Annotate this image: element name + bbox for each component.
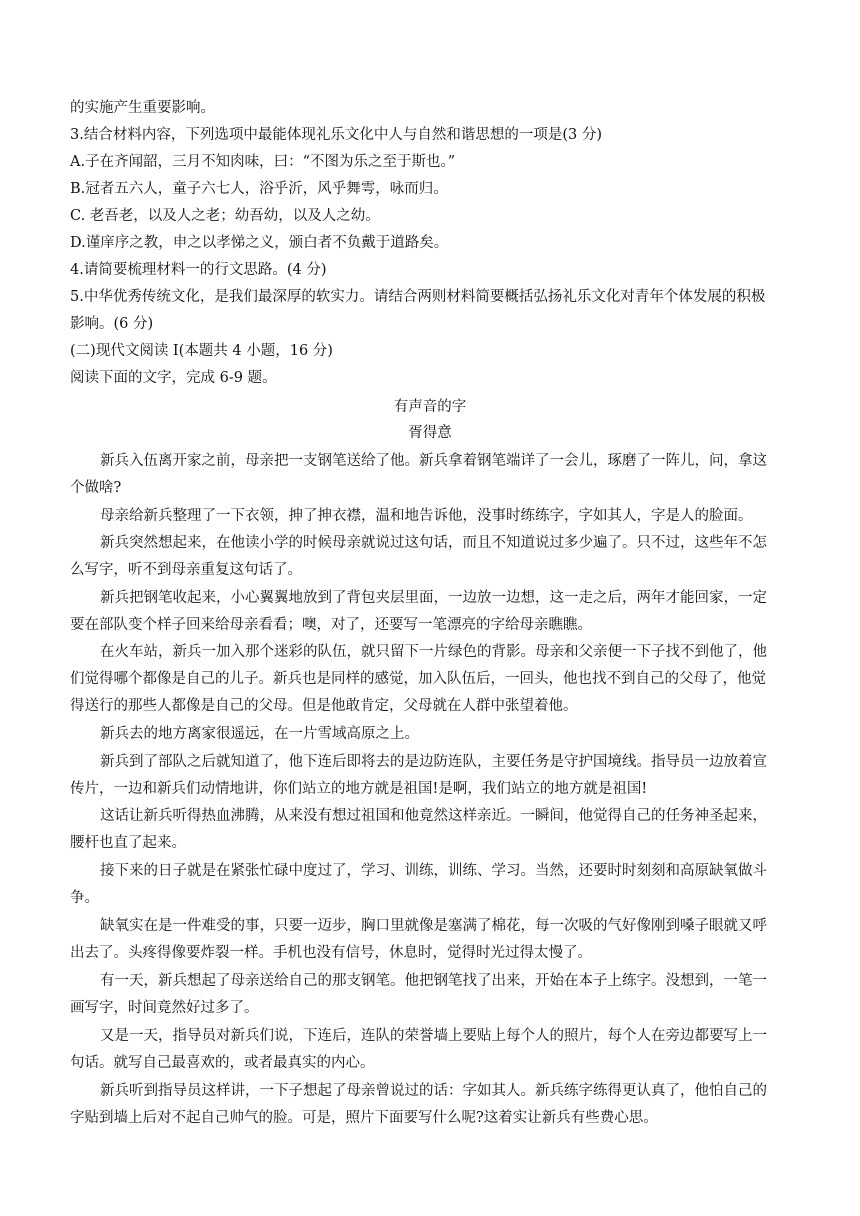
question-3-option-a: A.子在齐闻韶，三月不知肉味，曰：“不图为乐之至于斯也。” xyxy=(70,154,456,170)
story-line: 句话。就写自己最喜欢的，或者最真实的内心。 xyxy=(70,1055,375,1071)
continuation-text: 的实施产生重要影响。 xyxy=(70,100,215,116)
question-3-option-c: C. 老吾老，以及人之老；幼吾幼，以及人之幼。 xyxy=(70,208,380,224)
story-title: 有声音的字 xyxy=(393,399,467,415)
story-line: 要在部队变个样子回来给母亲看看；噢，对了，还要写一笔漂亮的字给母亲瞧瞧。 xyxy=(70,617,592,633)
story-line: 缺氧实在是一件难受的事，只要一迈步，胸口里就像是塞满了棉花，每一次吸的气好像刚到嗓子眼就又呼 xyxy=(100,918,767,934)
story-line: 画写字，时间竟然好过多了。 xyxy=(70,1000,259,1016)
story-line: 字贴到墙上后对不起自己帅气的脸。可是，照片下面要写什么呢?这着实让新兵有些费心思。 xyxy=(70,1110,658,1126)
story-line: 们觉得哪个都像是自己的儿子。新兵也是同样的感觉，加入队伍后，一回头，他也找不到自己的父母了，他觉 xyxy=(70,671,766,687)
question-5-line-2: 影响。(6 分) xyxy=(70,316,154,332)
story-line: 传片，一边和新兵们动情地讲，你们站立的地方就是祖国!是啊，我们站立的地方就是祖国! xyxy=(70,781,648,797)
story-line: 新兵听到指导员这样讲，一下子想起了母亲曾说过的话：字如其人。新兵练字练得更认真了，他怕自己的 xyxy=(100,1083,767,1099)
story-line: 又是一天，指导员对新兵们说，下连后，连队的荣誉墙上要贴上每个人的照片，每个人在旁边都要写上一 xyxy=(100,1028,767,1044)
story-line: 争。 xyxy=(70,890,99,906)
story-line: 得送行的那些人都像是自己的父母。但是他敢肯定，父母就在人群中张望着他。 xyxy=(70,698,578,714)
story-line: 新兵把钢笔收起来，小心翼翼地放到了背包夹层里面，一边放一边想，这一走之后，两年才能回家，一定 xyxy=(100,590,767,606)
story-line: 么写字，听不到母亲重复这句话了。 xyxy=(70,562,302,578)
story-line: 出去了。头疼得像要炸裂一样。手机也没有信号，休息时，觉得时光过得太慢了。 xyxy=(70,945,592,961)
reading-instruction: 阅读下面的文字，完成 6-9 题。 xyxy=(70,370,277,386)
story-line: 新兵到了部队之后就知道了，他下连后即将去的是边防连队，主要任务是守护国境线。指导员一边放着宣 xyxy=(100,754,767,770)
story-line: 这话让新兵听得热血沸腾，从来没有想过祖国和他竟然这样亲近。一瞬间，他觉得自己的任务神圣起来， xyxy=(100,808,767,824)
question-3-option-b: B.冠者五六人，童子六七人，浴乎沂，风乎舞雩，咏而归。 xyxy=(70,181,448,197)
story-line: 接下来的日子就是在紧张忙碌中度过了，学习、训练，训练、学习。当然，还要时时刻刻和高原缺氧做斗 xyxy=(100,863,767,879)
story-line: 新兵入伍离开家之前，母亲把一支钢笔送给了他。新兵拿着钢笔端详了一会儿，琢磨了一阵儿，问，拿这 xyxy=(100,453,767,469)
story-line: 在火车站，新兵一加入那个迷彩的队伍，就只留下一片绿色的背影。母亲和父亲便一下子找不到他了，他 xyxy=(100,644,767,660)
question-3-option-d: D.谨庠序之教，申之以孝悌之义，颁白者不负戴于道路矣。 xyxy=(70,235,449,251)
story-line: 母亲给新兵整理了一下衣领，抻了抻衣襟，温和地告诉他，没事时练练字，字如其人，字是人的脸面。 xyxy=(100,508,753,524)
story-line: 腰杆也直了起来。 xyxy=(70,835,186,851)
story-line: 新兵突然想起来，在他读小学的时候母亲就说过这句话，而且不知道说过多少遍了。只不过，这些年不怎 xyxy=(100,535,767,551)
question-5-line-1: 5.中华优秀传统文化，是我们最深厚的软实力。请结合两则材料简要概括弘扬礼乐文化对青年个体发展的积极 xyxy=(70,289,766,305)
question-4: 4.请简要梳理材料一的行文思路。(4 分) xyxy=(70,262,327,278)
story-line: 个做啥? xyxy=(70,480,122,496)
story-author: 胥得意 xyxy=(408,425,452,441)
story-line: 新兵去的地方离家很遥远，在一片雪域高原之上。 xyxy=(100,726,419,742)
story-line: 有一天，新兵想起了母亲送给自己的那支钢笔。他把钢笔找了出来，开始在本子上练字。没想到，一笔一 xyxy=(100,973,767,989)
section-heading: (二)现代文阅读 I(本题共 4 小题，16 分) xyxy=(70,343,333,359)
question-3-stem: 3.结合材料内容，下列选项中最能体现礼乐文化中人与自然和谐思想的一项是(3 分) xyxy=(70,127,602,143)
